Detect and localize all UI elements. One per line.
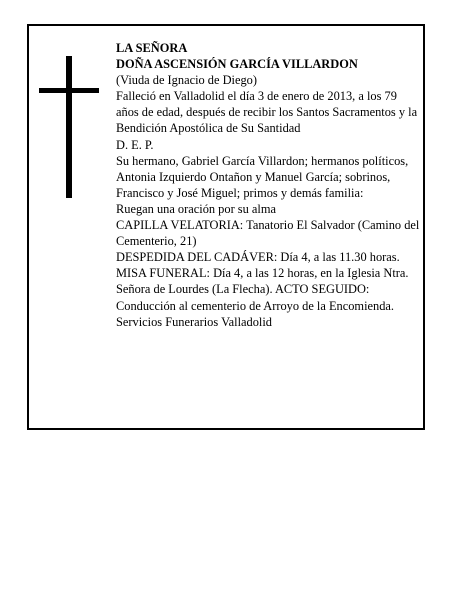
chapel-info: CAPILLA VELATORIA: Tanatorio El Salvador (Camino del Cementerio, 21) [116, 218, 420, 249]
deceased-name: DOÑA ASCENSIÓN GARCÍA VILLARDON [116, 57, 358, 72]
latin-cross-icon [39, 56, 99, 198]
family-members: Su hermano, Gabriel García Villardon; hermanos políticos, Antonia Izquierdo Ontañon y Manuel García; sobrinos, Francisco y José Miguel; primos y demás familia: [116, 153, 409, 200]
obituary-notice [27, 24, 425, 430]
heading-title: LA SEÑORA [116, 41, 188, 55]
rest-in-peace: D. E. P. [116, 137, 154, 152]
cross-horizontal-bar [39, 88, 99, 93]
widow-of: (Viuda de Ignacio de Diego) [116, 73, 258, 88]
death-statement: Falleció en Valladolid el día 3 de enero de 2013, a los 79 años de edad, después de recibir los Santos Sacramentos y la Bendición Apostólica de Su Santidad [116, 89, 418, 136]
prayer-request: Ruegan una oración por su alma [116, 201, 276, 216]
obituary-text [116, 40, 420, 330]
funeral-services: Servicios Funerarios Valladolid [116, 314, 273, 329]
farewell-and-mass-info: DESPEDIDA DEL CADÁVER: Día 4, a las 11.30 horas. MISA FUNERAL: Día 4, a las 12 horas, en la Iglesia Ntra. Señora de Lourdes (La Flecha). ACTO SEGUIDO: Conducción al cementerio de Arroyo de la Encomienda. [116, 250, 409, 313]
cross-vertical-bar [66, 56, 72, 198]
